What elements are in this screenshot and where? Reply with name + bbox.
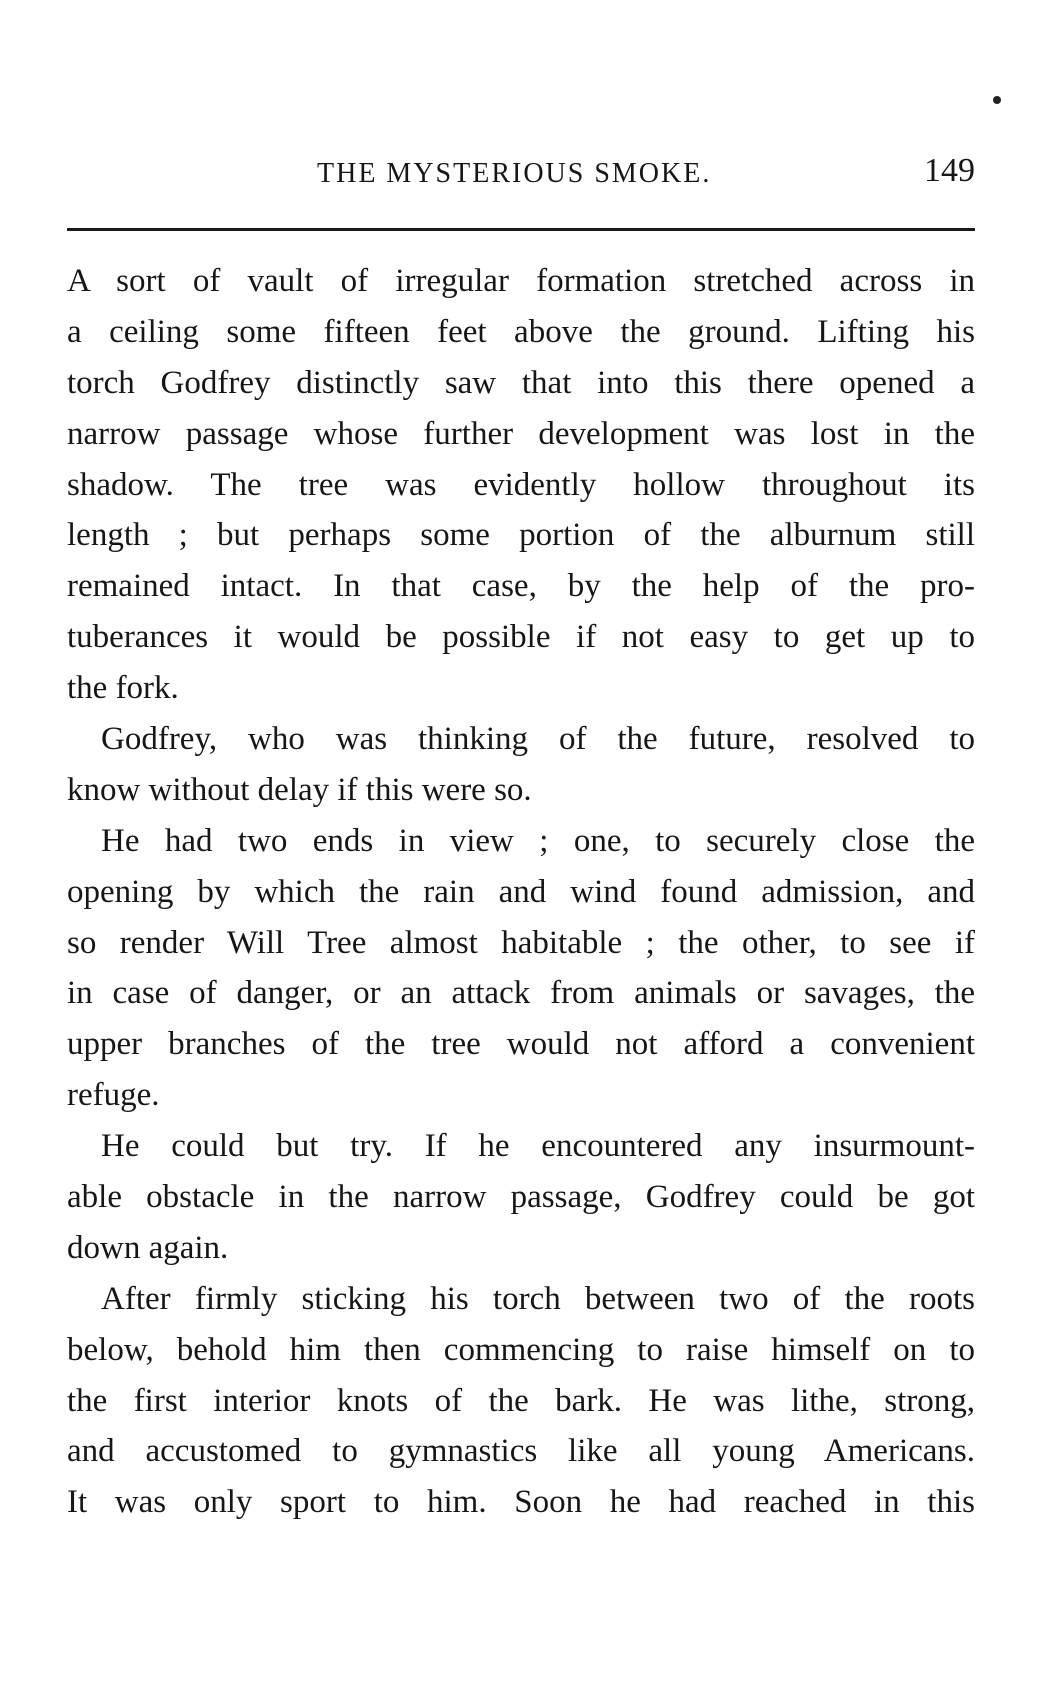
text-line: After firmly sticking his torch between two of the roots [101, 1280, 975, 1317]
header-rule [67, 228, 975, 231]
text-line: able obstacle in the narrow passage, Godfrey could be got [67, 1179, 975, 1216]
text-line: remained intact. In that case, by the help of the pro- [67, 568, 975, 605]
running-title: THE MYSTERIOUS SMOKE. [317, 158, 712, 189]
text-line: below, behold him then commencing to raise himself on to [67, 1331, 975, 1368]
paragraph [67, 256, 975, 714]
paragraph [67, 1274, 975, 1528]
text-line: It was only sport to him. Soon he had reached in this [67, 1484, 975, 1521]
text-line: upper branches of the tree would not afford a convenient [67, 1026, 975, 1063]
text-line: torch Godfrey distinctly saw that into this there opened a [67, 364, 975, 401]
paragraph [67, 816, 975, 1121]
paragraph [67, 1121, 975, 1274]
text-line: A sort of vault of irregular formation stretched across in [67, 263, 975, 299]
text-line: length ; but perhaps some portion of the alburnum still [67, 517, 975, 554]
text-line: so render Will Tree almost habitable ; the other, to see if [67, 924, 975, 961]
text-line: the fork. [67, 670, 179, 707]
text-line: in case of danger, or an attack from animals or savages, the [67, 975, 975, 1012]
printer-mark [993, 96, 1001, 104]
body-text [67, 256, 975, 1528]
text-line: tuberances it would be possible if not easy to get up to [67, 619, 975, 656]
text-line: He could but try. If he encountered any insurmount- [101, 1128, 975, 1165]
text-line: and accustomed to gymnastics like all young Americans. [67, 1433, 975, 1470]
text-line: know without delay if this were so. [67, 771, 532, 808]
text-line: opening by which the rain and wind found admission, and [67, 873, 975, 910]
text-line: Godfrey, who was thinking of the future, resolved to [101, 721, 975, 758]
text-line: shadow. The tree was evidently hollow throughout its [67, 466, 975, 503]
text-line: He had two ends in view ; one, to securely close the [101, 822, 975, 859]
text-line: narrow passage whose further development was lost in the [67, 415, 975, 452]
page-number: 149 [924, 152, 975, 189]
text-line: the first interior knots of the bark. He was lithe, strong, [67, 1382, 975, 1419]
text-line: down again. [67, 1229, 229, 1266]
text-line: a ceiling some fifteen feet above the ground. Lifting his [67, 313, 975, 350]
paragraph [67, 714, 975, 816]
running-head [67, 152, 975, 202]
text-line: refuge. [67, 1077, 160, 1114]
